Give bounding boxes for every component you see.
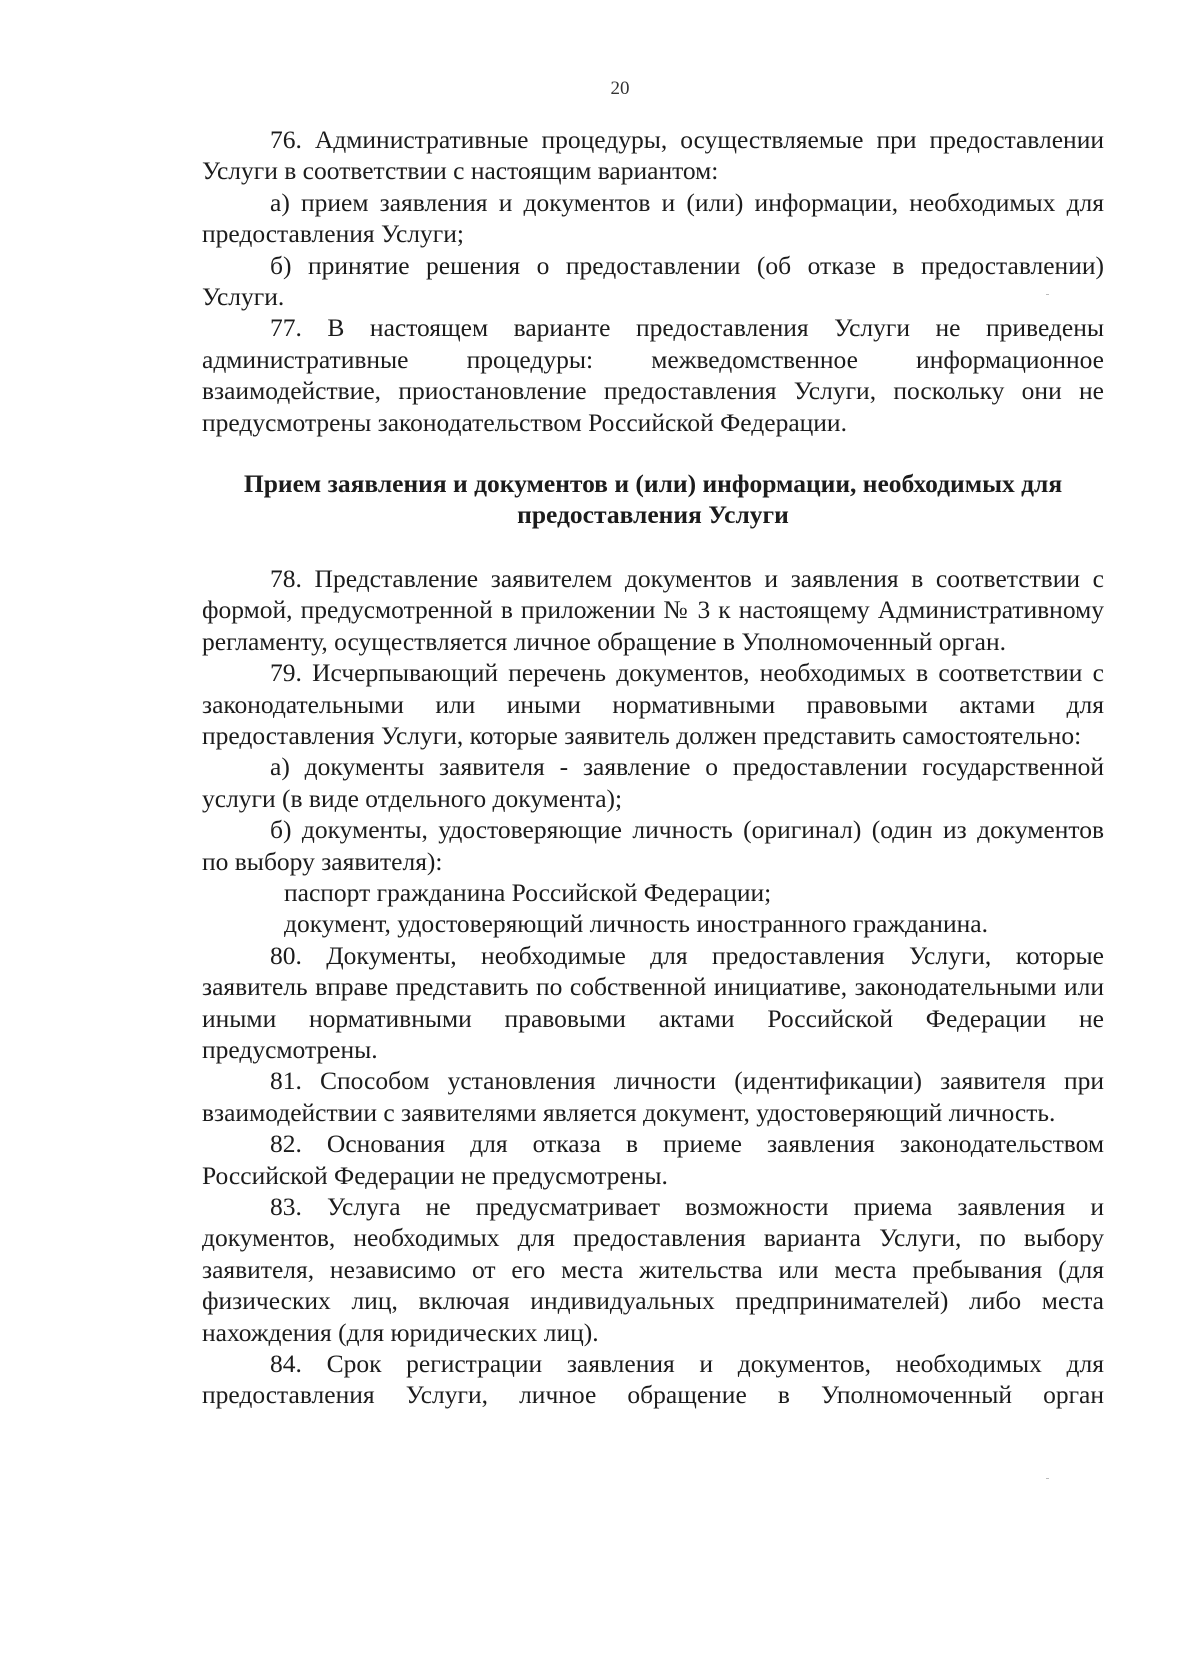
paragraph-80: 80. Документы, необходимые для предоставления Услуги, которые заявитель вправе представить по собственной инициативе, законодательными или иными нормативными правовыми актами Российской Федерации не предусмотрены.: [202, 940, 1104, 1064]
paragraph-77: 77. В настоящем варианте предоставления Услуги не приведены административные процедуры: межведомственное информационное взаимодействие, приостановление предоставления Услуги, поскольку они не предусмотрены законодательством Российской Федерации.: [202, 313, 1104, 437]
paragraph-81: 81. Способом установления личности (идентификации) заявителя при взаимодействии с заявителями является документ, удостоверяющий личность.: [202, 1066, 1104, 1127]
paragraph-76: 76. Административные процедуры, осуществляемые при предоставлении Услуги в соответствии с настоящим вариантом:: [202, 125, 1104, 186]
document-body: [202, 124, 1104, 1411]
paragraph-84: 84. Срок регистрации заявления и документов, необходимых для предоставления Услуги, личное обращение в Уполномоченный орган: [202, 1349, 1104, 1410]
paragraph-82: 82. Основания для отказа в приеме заявления законодательством Российской Федерации не предусмотрены.: [202, 1129, 1104, 1190]
paragraph-79-b-item-1: паспорт гражданина Российской Федерации;: [284, 877, 772, 907]
paragraph-79-b: б) документы, удостоверяющие личность (оригинал) (один из документов по выбору заявителя):: [202, 815, 1104, 876]
section-heading: Прием заявления и документов и (или) информации, необходимых для предоставления Услуги: [243, 469, 1063, 530]
paragraph-76-a: а) прием заявления и документов и (или) информации, необходимых для предоставления Услуги;: [202, 187, 1104, 249]
page-number: 20: [610, 78, 630, 99]
scan-speck: [1046, 294, 1049, 295]
paragraph-83: 83. Услуга не предусматривает возможности приема заявления и документов, необходимых для предоставления варианта Услуги, по выбору заявителя, независимо от его места жительства или места пребывания (для физических лиц, включая индивидуальных предпринимателей) либо места нахождения (для юридических лиц).: [202, 1192, 1104, 1347]
paragraph-79-a: а) документы заявителя - заявление о предоставлении государственной услуги (в виде отдельного документа);: [202, 752, 1104, 813]
paragraph-79: 79. Исчерпывающий перечень документов, необходимых в соответствии с законодательными или иными нормативными правовыми актами для предоставления Услуги, которые заявитель должен представить самостоятельно:: [202, 658, 1104, 750]
paragraph-76-b: б) принятие решения о предоставлении (об отказе в предоставлении) Услуги.: [202, 250, 1104, 312]
scan-speck: [1046, 1478, 1049, 1479]
paragraph-78: 78. Представление заявителем документов и заявления в соответствии с формой, предусмотренной в приложении № 3 к настоящему Административному регламенту, осуществляется личное обращение в Уполномоченный орган.: [202, 563, 1104, 656]
paragraph-79-b-item-2: документ, удостоверяющий личность иностранного гражданина.: [284, 909, 988, 939]
